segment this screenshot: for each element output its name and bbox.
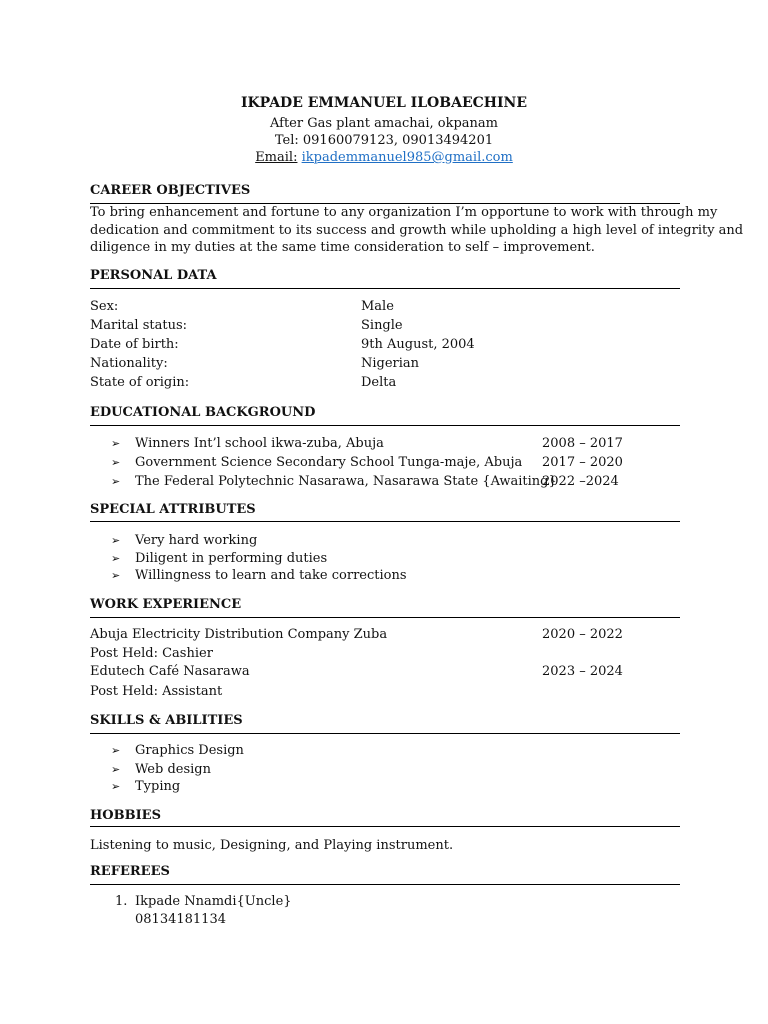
attribute-item: Very hard working [135,533,258,548]
skill-item: Web design [135,762,211,777]
education-school: The Federal Polytechnic Nasarawa, Nasarawa State {Awaiting} [135,474,557,489]
personal-value-date-of-birth: 9th August, 2004 [361,337,475,352]
personal-value-sex: Male [361,299,394,314]
education-years: 2022 –2024 [542,474,619,489]
personal-label-marital-status: Marital status: [90,318,187,333]
section-divider [90,521,680,522]
work-post: Post Held: Cashier [90,646,213,661]
work-company: Abuja Electricity Distribution Company Zuba [90,627,388,642]
email-link[interactable]: ikpademmanuel985@gmail.com [301,150,513,165]
hobbies-heading: HOBBIES [90,808,161,823]
email-label: Email: [255,150,298,165]
referee-name: Ikpade Nnamdi{Uncle} [135,894,292,909]
education-years: 2008 – 2017 [542,436,623,451]
section-divider [90,425,680,426]
personal-value-marital-status: Single [361,318,403,333]
career-objective-line: diligence in my duties at the same time consideration to self – improvement. [90,240,595,255]
career-objective-line: dedication and commitment to its success and growth while upholding a high level of integrity and [90,223,744,238]
education-school: Winners Int’l school ikwa-zuba, Abuja [135,436,384,451]
section-divider [90,884,680,885]
referee-number: 1. [115,894,128,909]
section-divider [90,203,680,204]
section-divider [90,826,680,827]
work-years: 2023 – 2024 [542,664,623,679]
arrow-bullet-icon: ➢ [111,552,121,565]
attribute-item: Willingness to learn and take corrections [135,568,407,583]
special-attributes-heading: SPECIAL ATTRIBUTES [90,502,256,517]
skill-item: Graphics Design [135,743,244,758]
work-company: Edutech Café Nasarawa [90,664,250,679]
attribute-item: Diligent in performing duties [135,551,328,566]
arrow-bullet-icon: ➢ [111,569,121,582]
work-experience-heading: WORK EXPERIENCE [90,597,242,612]
career-objective-line: To bring enhancement and fortune to any organization I’m opportune to work with through my [90,205,718,220]
arrow-bullet-icon: ➢ [111,780,121,793]
arrow-bullet-icon: ➢ [111,475,121,488]
education-school: Government Science Secondary School Tunga-maje, Abuja [135,455,523,470]
address-line: After Gas plant amachai, okpanam [269,116,498,131]
referees-heading: REFEREES [90,864,170,879]
section-divider [90,733,680,734]
personal-label-date-of-birth: Date of birth: [90,337,179,352]
hobbies-text: Listening to music, Designing, and Playing instrument. [90,838,454,853]
educational-background-heading: EDUCATIONAL BACKGROUND [90,405,316,420]
personal-label-sex: Sex: [90,299,119,314]
referee-phone: 08134181134 [135,912,226,927]
phone-line: Tel: 09160079123, 09013494201 [274,133,494,148]
personal-data-heading: PERSONAL DATA [90,268,217,283]
email-line [0,150,768,166]
skills-abilities-heading: SKILLS & ABILITIES [90,713,243,728]
education-years: 2017 – 2020 [542,455,623,470]
career-objectives-heading: CAREER OBJECTIVES [90,183,251,198]
arrow-bullet-icon: ➢ [111,534,121,547]
resume-name: IKPADE EMMANUEL ILOBAECHINE [240,95,528,111]
personal-value-state-of-origin: Delta [361,375,397,390]
work-years: 2020 – 2022 [542,627,623,642]
section-divider [90,288,680,289]
personal-value-nationality: Nigerian [361,356,420,371]
personal-label-state-of-origin: State of origin: [90,375,190,390]
section-divider [90,617,680,618]
arrow-bullet-icon: ➢ [111,744,121,757]
arrow-bullet-icon: ➢ [111,763,121,776]
arrow-bullet-icon: ➢ [111,437,121,450]
arrow-bullet-icon: ➢ [111,456,121,469]
personal-label-nationality: Nationality: [90,356,168,371]
work-post: Post Held: Assistant [90,684,223,699]
skill-item: Typing [135,779,181,794]
